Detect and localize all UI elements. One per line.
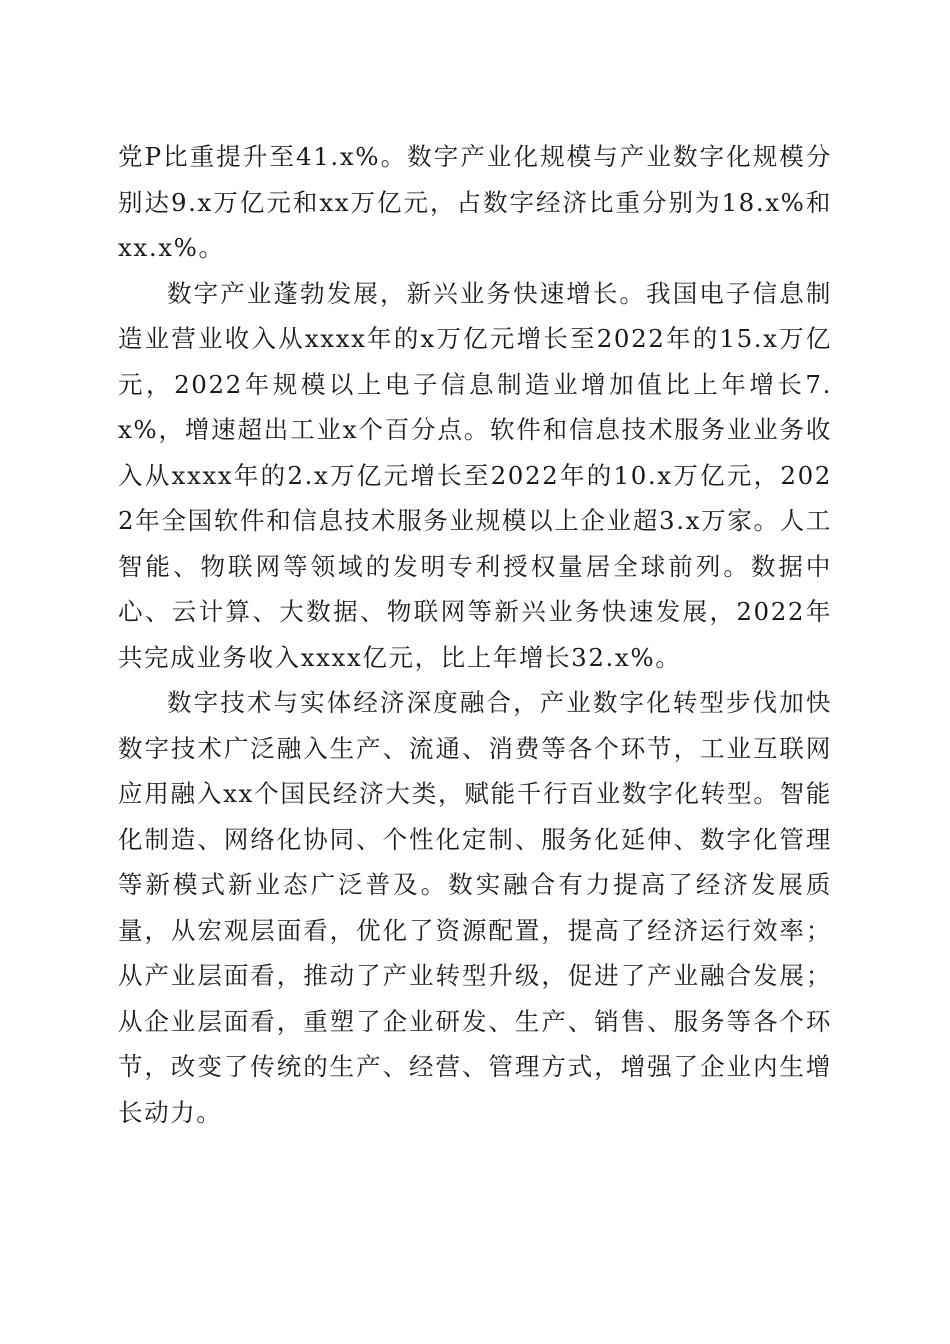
paragraph-2: 数字产业蓬勃发展，新兴业务快速增长。我国电子信息制造业营业收入从xxxx年的x万亿元增长至2022年的15.x万亿元，2022年规模以上电子信息制造业增加值比上年增长7.x%，增速超出工业x个百分点。软件和信息技术服务业业务收入从xxxx年的2.x万亿元增长至2022年的10.x万亿元，2022年全国软件和信息技术服务业规模以上企业超3.x万家。人工智能、物联网等领域的发明专利授权量居全球前列。数据中心、云计算、大数据、物联网等新兴业务快速发展，2022年共完成业务收入xxxx亿元，比上年增长32.x%。 xyxy=(118,278,832,672)
body-text xyxy=(118,134,832,1135)
paragraph-3: 数字技术与实体经济深度融合，产业数字化转型步伐加快数字技术广泛融入生产、流通、消费等各个环节，工业互联网应用融入xx个国民经济大类，赋能千行百业数字化转型。智能化制造、网络化协同、个性化定制、服务化延伸、数字化管理等新模式新业态广泛普及。数实融合有力提高了经济发展质量，从宏观层面看，优化了资源配置，提高了经济运行效率；从产业层面看，推动了产业转型升级，促进了产业融合发展；从企业层面看，重塑了企业研发、生产、销售、服务等各个环节，改变了传统的生产、经营、管理方式，增强了企业内生增长动力。 xyxy=(118,688,832,1127)
paragraph-1: 党P比重提升至41.x%。数字产业化规模与产业数字化规模分别达9.x万亿元和xx万亿元，占数字经济比重分别为18.x%和xx.x%。 xyxy=(118,142,833,262)
